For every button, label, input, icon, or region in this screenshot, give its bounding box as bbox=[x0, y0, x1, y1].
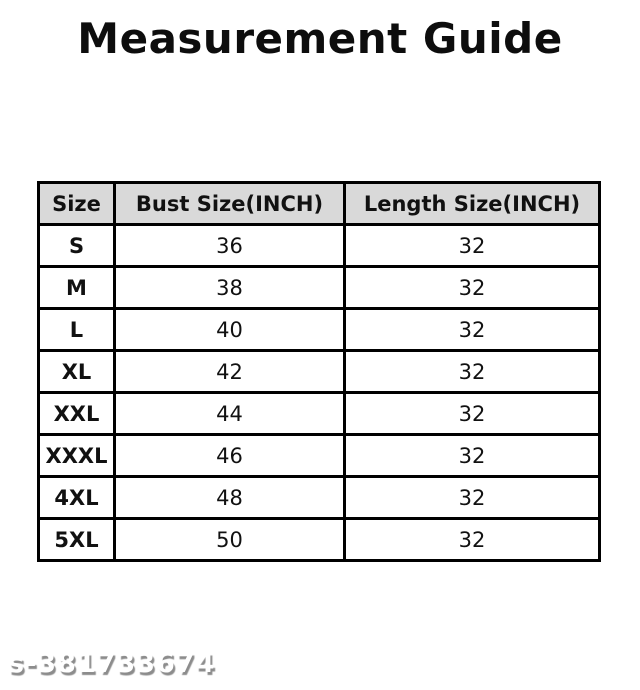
size-cell: S bbox=[39, 225, 115, 267]
table-row bbox=[39, 351, 600, 393]
bust-cell: 44 bbox=[115, 393, 345, 435]
bust-cell: 38 bbox=[115, 267, 345, 309]
length-cell: 32 bbox=[345, 267, 600, 309]
header-length: Length Size(INCH) bbox=[345, 183, 600, 225]
size-cell: XXL bbox=[39, 393, 115, 435]
length-cell: 32 bbox=[345, 435, 600, 477]
bust-cell: 50 bbox=[115, 519, 345, 561]
length-cell: 32 bbox=[345, 393, 600, 435]
table-row bbox=[39, 309, 600, 351]
length-cell: 32 bbox=[345, 309, 600, 351]
table-row bbox=[39, 267, 600, 309]
bust-cell: 46 bbox=[115, 435, 345, 477]
length-cell: 32 bbox=[345, 477, 600, 519]
size-cell: XL bbox=[39, 351, 115, 393]
watermark-text: s-381733674 bbox=[8, 648, 216, 679]
size-cell: 5XL bbox=[39, 519, 115, 561]
bust-cell: 40 bbox=[115, 309, 345, 351]
size-cell: L bbox=[39, 309, 115, 351]
size-cell: XXXL bbox=[39, 435, 115, 477]
size-cell: 4XL bbox=[39, 477, 115, 519]
table-row bbox=[39, 519, 600, 561]
bust-cell: 42 bbox=[115, 351, 345, 393]
header-bust: Bust Size(INCH) bbox=[115, 183, 345, 225]
measurement-table bbox=[37, 181, 601, 562]
table-row bbox=[39, 435, 600, 477]
table-header-row bbox=[39, 183, 600, 225]
table-row bbox=[39, 393, 600, 435]
length-cell: 32 bbox=[345, 519, 600, 561]
bust-cell: 48 bbox=[115, 477, 345, 519]
page-title: Measurement Guide bbox=[77, 14, 563, 63]
length-cell: 32 bbox=[345, 225, 600, 267]
length-cell: 32 bbox=[345, 351, 600, 393]
header-size: Size bbox=[39, 183, 115, 225]
table-row bbox=[39, 225, 600, 267]
bust-cell: 36 bbox=[115, 225, 345, 267]
size-cell: M bbox=[39, 267, 115, 309]
table-row bbox=[39, 477, 600, 519]
